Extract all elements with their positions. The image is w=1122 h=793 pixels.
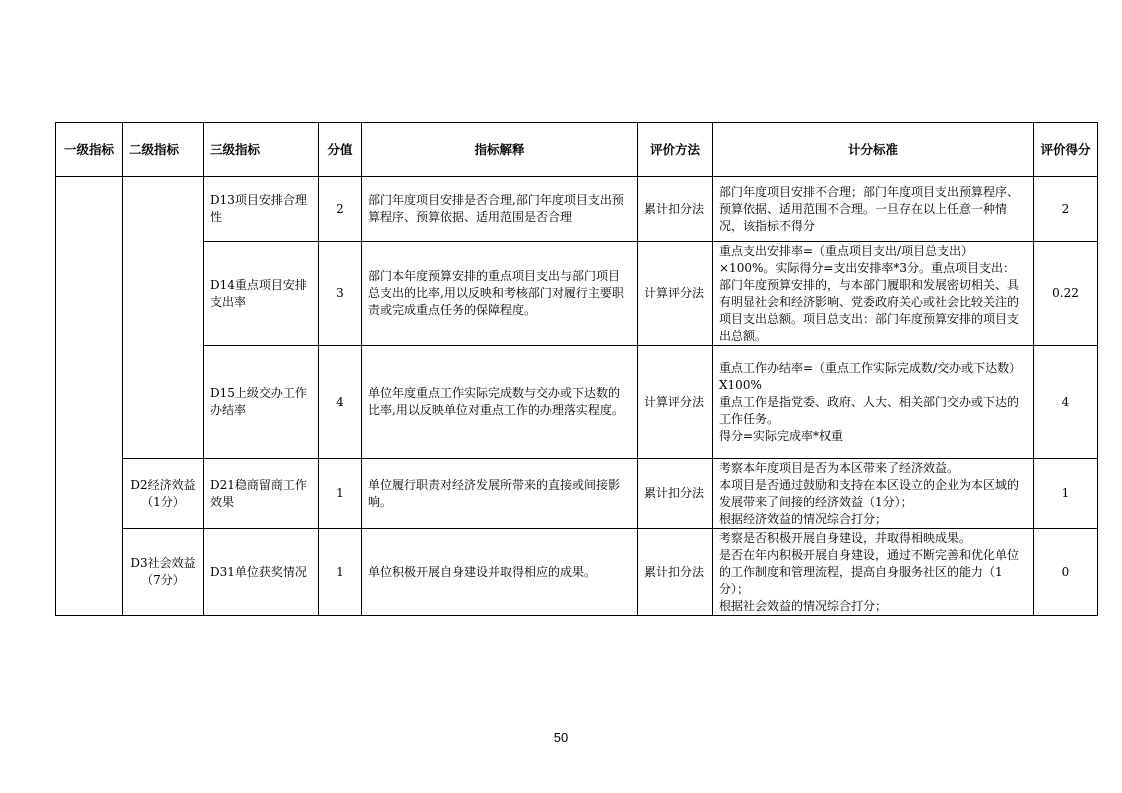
result-cell: 2 [1034,177,1098,242]
explain-cell: 单位年度重点工作实际完成数与交办或下达数的比率,用以反映单位对重点工作的办理落实程度。 [362,346,638,459]
standard-cell: 重点工作办结率=（重点工作实际完成数/交办或下达数）X100% 重点工作是指党委、政府、人大、相关部门交办或下达的工作任务。 得分=实际完成率*权重 [713,346,1034,459]
level1-cell [56,177,123,616]
explain-cell: 部门本年度预算安排的重点项目支出与部门项目总支出的比率,用以反映和考核部门对履行主要职责或完成重点任务的保障程度。 [362,242,638,346]
evaluation-table [55,122,1098,616]
explain-cell: 单位履行职责对经济发展所带来的直接或间接影响。 [362,459,638,529]
standard-cell: 重点支出安排率=（重点项目支出/项目总支出）×100%。实际得分=支出安排率*3分。重点项目支出：部门年度预算安排的，与本部门履职和发展密切相关、具有明显社会和经济影响、党委政府关心或社会比较关注的项目支出总额。项目总支出：部门年度预算安排的项目支出总额。 [713,242,1034,346]
table-row [56,177,1098,242]
level2-cell: D2经济效益（1分） [123,459,204,529]
standard-cell: 考察本年度项目是否为本区带来了经济效益。 本项目是否通过鼓励和支持在本区设立的企业为本区域的发展带来了间接的经济效益（1分）； 根据经济效益的情况综合打分； [713,459,1034,529]
table-row [56,346,1098,459]
level3-cell: D31单位获奖情况 [204,529,319,616]
level2-cell [123,177,204,459]
table-row [56,529,1098,616]
standard-cell: 部门年度项目安排不合理；部门年度项目支出预算程序、预算依据、适用范围不合理。一旦存在以上任意一种情况，该指标不得分 [713,177,1034,242]
header-explain: 指标解释 [362,123,638,177]
level2-cell: D3社会效益（7分） [123,529,204,616]
method-cell: 计算评分法 [638,242,713,346]
header-row [56,123,1098,177]
method-cell: 累计扣分法 [638,459,713,529]
explain-cell: 单位积极开展自身建设并取得相应的成果。 [362,529,638,616]
header-method: 评价方法 [638,123,713,177]
level3-cell: D15上级交办工作办结率 [204,346,319,459]
table-row [56,459,1098,529]
header-level1: 一级指标 [56,123,123,177]
page-number: 50 [553,730,569,745]
level3-cell: D13项目安排合理性 [204,177,319,242]
result-cell: 0 [1034,529,1098,616]
score-cell: 3 [319,242,362,346]
score-cell: 1 [319,529,362,616]
result-cell: 1 [1034,459,1098,529]
result-cell: 4 [1034,346,1098,459]
level3-cell: D21稳商留商工作效果 [204,459,319,529]
method-cell: 累计扣分法 [638,177,713,242]
header-score: 分值 [319,123,362,177]
header-level3: 三级指标 [204,123,319,177]
score-cell: 4 [319,346,362,459]
table-row [56,242,1098,346]
method-cell: 计算评分法 [638,346,713,459]
explain-cell: 部门年度项目安排是否合理,部门年度项目支出预算程序、预算依据、适用范围是否合理 [362,177,638,242]
score-cell: 1 [319,459,362,529]
level3-cell: D14重点项目安排支出率 [204,242,319,346]
result-cell: 0.22 [1034,242,1098,346]
header-level2: 二级指标 [123,123,204,177]
header-standard: 计分标准 [713,123,1034,177]
header-result: 评价得分 [1034,123,1098,177]
method-cell: 累计扣分法 [638,529,713,616]
score-cell: 2 [319,177,362,242]
standard-cell: 考察是否积极开展自身建设，并取得相映成果。 是否在年内积极开展自身建设，通过不断完善和优化单位的工作制度和管理流程，提高自身服务社区的能力（1分）； 根据社会效益的情况综合打分； [713,529,1034,616]
